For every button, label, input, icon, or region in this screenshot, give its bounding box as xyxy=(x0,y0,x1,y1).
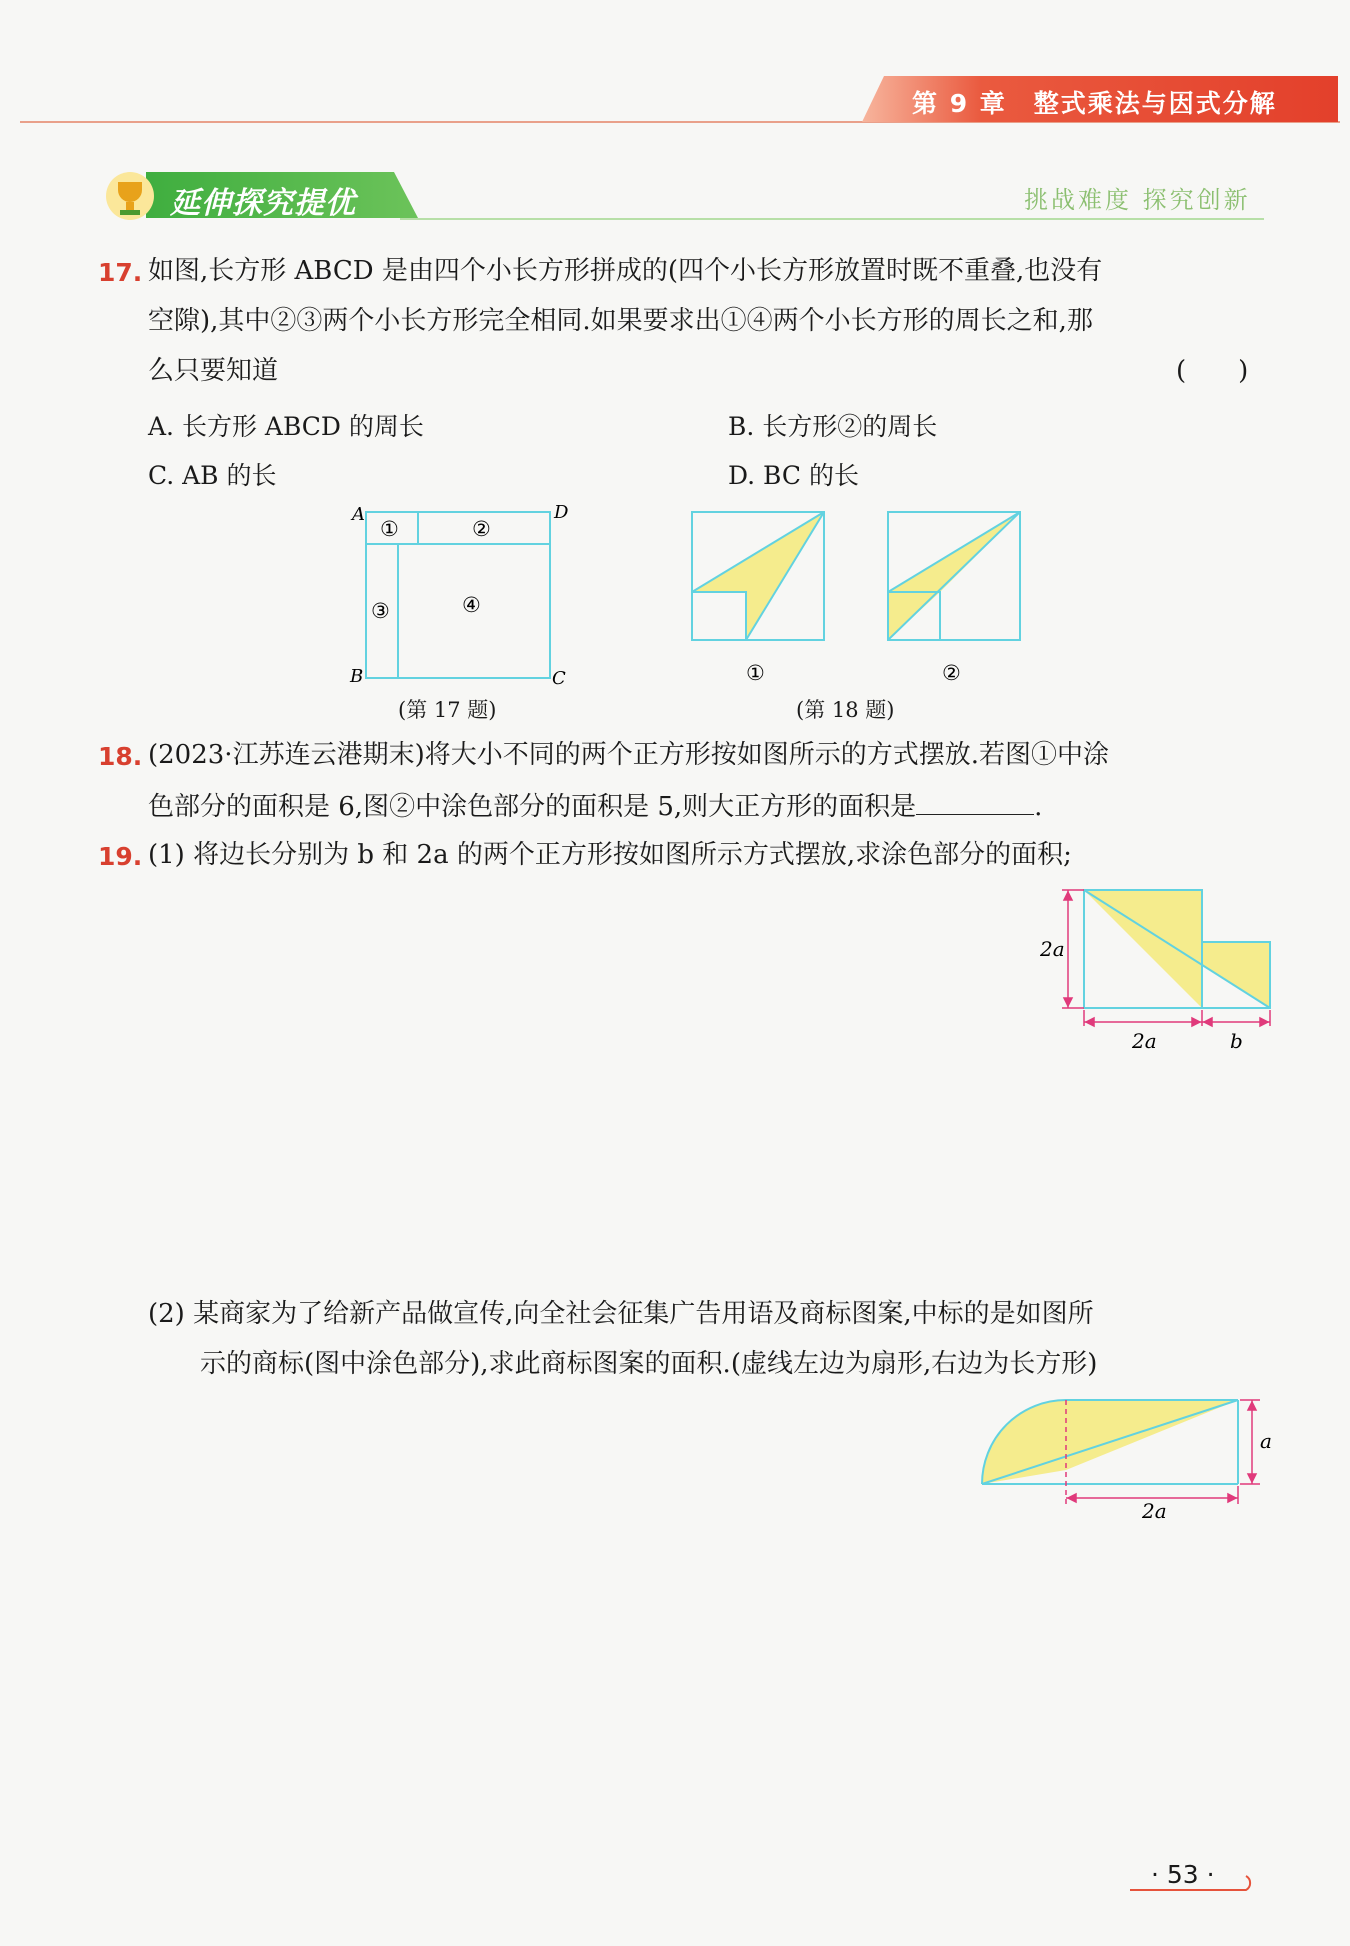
label-rect-4: ④ xyxy=(462,593,481,617)
fig19-2-right-label: a xyxy=(1260,1429,1272,1453)
chapter-title: 第 9 章 整式乘法与因式分解 xyxy=(912,89,1277,118)
q18-line1: (2023·江苏连云港期末)将大小不同的两个正方形按如图所示的方式摆放.若图①中涂 xyxy=(148,740,1109,770)
figure-19-1 xyxy=(1040,876,1280,1056)
fig19-2-bottom-label: 2a xyxy=(1142,1499,1167,1520)
q18-answer-blank[interactable] xyxy=(916,792,1034,815)
fig18-label-2: ② xyxy=(942,661,961,685)
q18-line2-end: . xyxy=(1034,792,1043,822)
page-number-underline xyxy=(1128,1872,1262,1894)
caption-17: (第 17 题) xyxy=(398,698,497,722)
fig19-1-bottom-label-1: 2a xyxy=(1132,1029,1157,1053)
q17-option-c: C. AB 的长 xyxy=(148,461,277,490)
caption-18: (第 18 题) xyxy=(796,698,895,722)
q17-answer-paren: ( ) xyxy=(1176,356,1249,386)
label-d: D xyxy=(554,502,569,523)
q19-number: 19. xyxy=(98,842,143,871)
q19-part1: (1) 将边长分别为 b 和 2a 的两个正方形按如图所示方式摆放,求涂色部分的面积; xyxy=(148,840,1072,870)
q17-line1: 如图,长方形 ABCD 是由四个小长方形拼成的(四个小长方形放置时既不重叠,也没有 xyxy=(148,256,1103,286)
fig19-1-bottom-label-2: b xyxy=(1230,1029,1243,1053)
q17-line3: 么只要知道 xyxy=(148,356,279,386)
page-number: · 53 · xyxy=(1151,1860,1215,1889)
trophy-icon xyxy=(106,172,154,220)
q18-line2 xyxy=(148,792,1042,820)
q19-part2-line2: 示的商标(图中涂色部分),求此商标图案的面积.(虚线左边为扇形,右边为长方形) xyxy=(200,1349,1098,1379)
q17-option-d: D. BC 的长 xyxy=(728,461,859,490)
q17-option-b: B. 长方形②的周长 xyxy=(728,412,938,441)
q17-line2: 空隙),其中②③两个小长方形完全相同.如果要求出①④两个小长方形的周长之和,那 xyxy=(148,306,1093,336)
label-b: B xyxy=(350,666,364,687)
fig18-label-1: ① xyxy=(746,661,765,685)
section-title: 延伸探究提优 xyxy=(170,186,356,221)
figure-19-2 xyxy=(976,1384,1276,1520)
q18-number: 18. xyxy=(98,742,143,771)
label-rect-1: ① xyxy=(380,517,399,541)
label-rect-3: ③ xyxy=(371,599,390,623)
figure-18 xyxy=(686,506,1026,690)
fig19-1-left-label: 2a xyxy=(1040,937,1065,961)
q18-line2-text: 色部分的面积是 6,图②中涂色部分的面积是 5,则大正方形的面积是 xyxy=(148,792,917,822)
q17-option-a: A. 长方形 ABCD 的周长 xyxy=(148,412,424,441)
q19-part2-line1: (2) 某商家为了给新产品做宣传,向全社会征集广告用语及商标图案,中标的是如图所 xyxy=(148,1299,1094,1329)
banner-rule xyxy=(400,218,1264,220)
section-slogan: 挑战难度 探究创新 xyxy=(1024,186,1251,214)
q17-number: 17. xyxy=(98,258,143,287)
label-a: A xyxy=(352,504,365,525)
label-c: C xyxy=(552,668,566,689)
label-rect-2: ② xyxy=(472,517,491,541)
